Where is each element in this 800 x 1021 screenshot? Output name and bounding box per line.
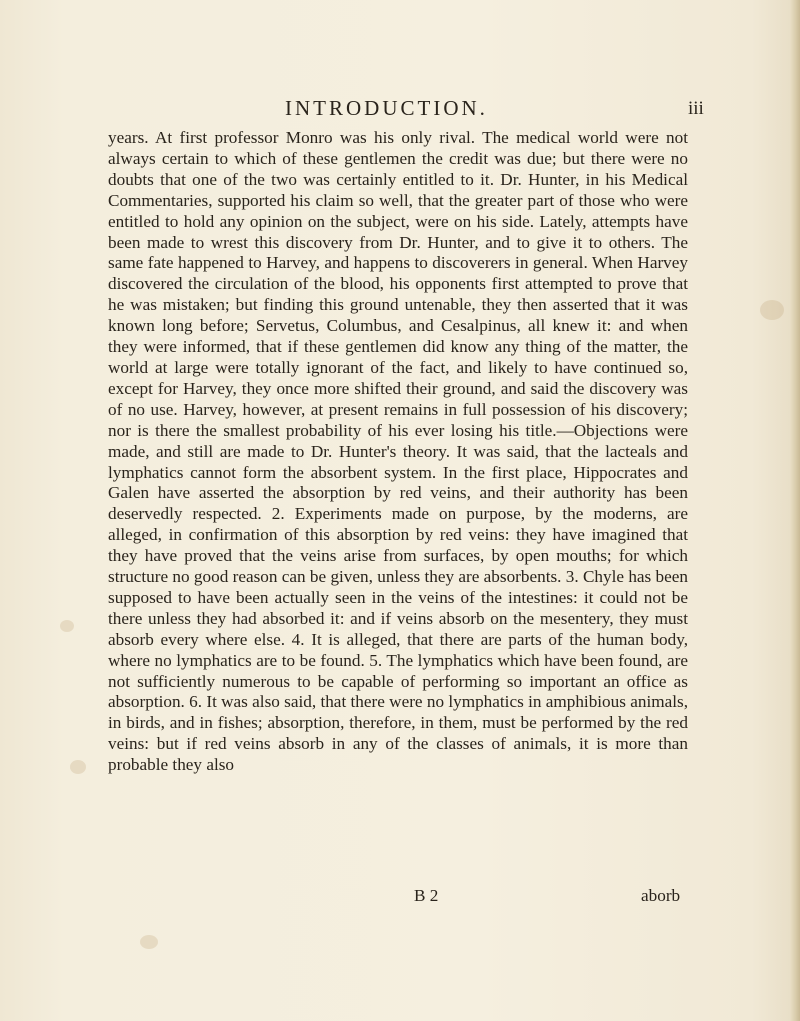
foxing-stain (60, 620, 74, 632)
running-head: INTRODUCTION. (285, 96, 488, 120)
body-paragraph: years. At first professor Monro was his only rival. The medical world were not always certain to which of these gentlemen the credit was due; but there were no doubts that one of the two was certainly entitled to it. Dr. Hunter, in his Medical Commentaries, supported his claim so well, that the greater part of those who were entitled to hold any opinion on the subject, were on his side. Lately, attempts have been made to wrest this discovery from Dr. Hunter, and to give it to others. The same fate happened to Harvey, and happens to discoverers in general. When Harvey discovered the circulation of the blood, his opponents first attempted to prove that he was mistaken; but finding this ground untenable, they then asserted that it was known long before; Servetus, Columbus, and Cesalpinus, all knew it: and when they were informed, that if these gentlemen did know any thing of the matter, the world at large were totally ignorant of the fact, and likely to have continued so, except for Harvey, they once more shifted their ground, and said the discovery was of no use. Harvey, however, at present remains in full possession of his discovery; nor is there the smallest probability of his ever losing his title.—Objections were made, and still are made to Dr. Hunter's theory. It was said, that the lacteals and lymphatics cannot form the absorbent system. In the first place, Hippocrates and Galen have asserted the absorption by red veins, and their authority has been deservedly respected. 2. Experiments made on purpose, by the moderns, are alleged, in confirmation of this absorption by red veins: they have imagined that they have proved that the veins arise from surfaces, by open mouths; for which structure no good reason can be given, unless they are absorbents. 3. Chyle has been supposed to have been actually seen in the veins of the intestines: it could not be there unless they had absorbed it: and if veins absorb on the mesentery, they must absorb every where else. 4. It is alleged, that there are parts of the human body, where no lymphatics are to be found. 5. The lymphatics which have been found, are not sufficiently numerous to be capable of performing so important an office as absorption. 6. It was also said, that there were no lymphatics in amphibious animals, in birds, and in fishes; absorption, therefore, in them, must be performed by the red veins: but if red veins absorb in any of the classes of animals, it is more than probable they also (108, 128, 688, 775)
foxing-stain (760, 300, 784, 320)
signature-mark: B 2 (414, 886, 439, 905)
foxing-stain (140, 935, 158, 949)
catchword: aborb (641, 886, 681, 905)
foxing-stain (70, 760, 86, 774)
page-edge (790, 0, 800, 1021)
page-number: iii (688, 98, 704, 119)
